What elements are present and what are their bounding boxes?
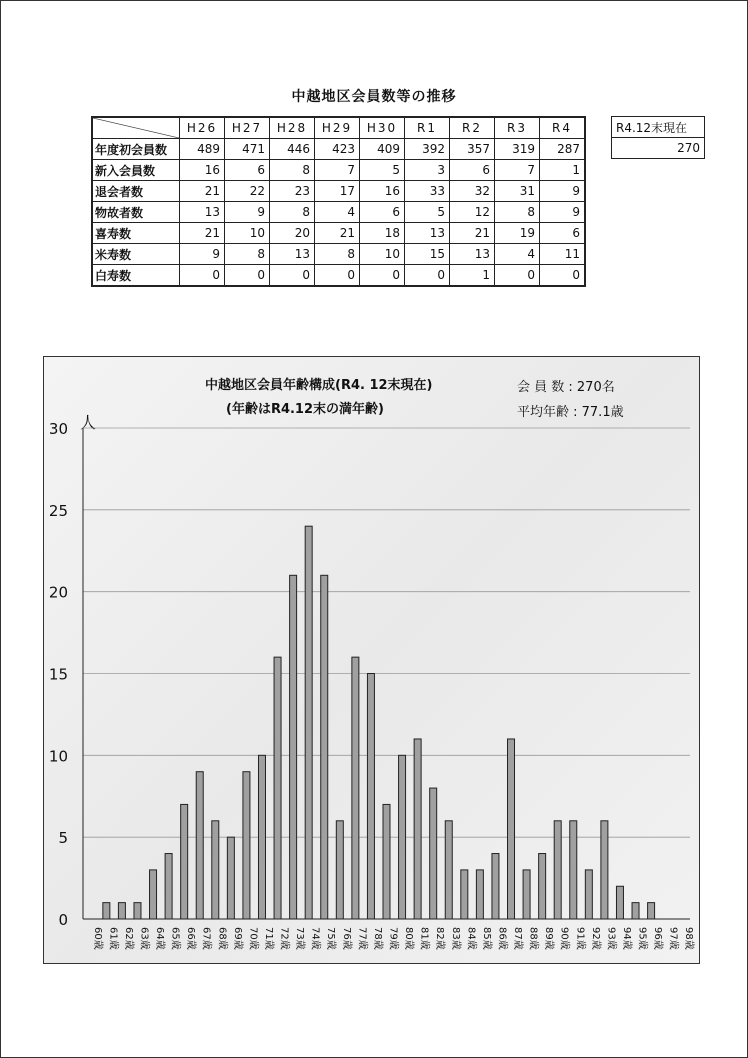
- bar: [523, 870, 530, 919]
- x-tick-label: 85歳: [480, 927, 492, 950]
- header-cell: H29: [315, 117, 360, 139]
- bar: [476, 870, 483, 919]
- table-cell: 392: [405, 139, 450, 160]
- bar: [103, 903, 110, 919]
- x-tick-label: 72歳: [278, 927, 290, 950]
- table-cell: 16: [360, 181, 405, 202]
- y-tick-label: 30: [48, 420, 68, 438]
- table-cell: 21: [180, 181, 225, 202]
- y-tick-label: 25: [48, 501, 68, 520]
- table-cell: 5: [360, 160, 405, 181]
- header-cell: R4: [540, 117, 586, 139]
- x-tick-label: 98歳: [683, 927, 695, 950]
- average-age: 平均年齢 : 77.1歳: [517, 405, 624, 420]
- table-cell: 8: [270, 160, 315, 181]
- x-tick-label: 93歳: [605, 927, 617, 950]
- bar: [616, 886, 623, 919]
- bar: [165, 854, 172, 919]
- table-cell: 7: [315, 160, 360, 181]
- table-cell: 409: [360, 139, 405, 160]
- bar: [336, 821, 343, 919]
- table-cell: 1: [450, 265, 495, 287]
- bar: [585, 870, 592, 919]
- bar: [445, 821, 452, 919]
- table-cell: 4: [315, 202, 360, 223]
- table-cell: 489: [180, 139, 225, 160]
- table-cell: 287: [540, 139, 586, 160]
- table-cell: 10: [360, 244, 405, 265]
- table-cell: 23: [270, 181, 315, 202]
- table-cell: 13: [180, 202, 225, 223]
- bar: [492, 854, 499, 919]
- header-cell: H28: [270, 117, 315, 139]
- x-tick-label: 69歳: [231, 927, 243, 950]
- y-tick-label: 0: [58, 911, 68, 929]
- x-tick-label: 73歳: [294, 927, 306, 950]
- table-cell: 13: [450, 244, 495, 265]
- table-cell: 12: [450, 202, 495, 223]
- bar: [648, 903, 655, 919]
- x-tick-label: 94歳: [620, 927, 632, 950]
- header-cell: H30: [360, 117, 405, 139]
- bar: [352, 657, 359, 919]
- table-cell: 423: [315, 139, 360, 160]
- x-tick-label: 84歳: [465, 927, 477, 950]
- table-cell: 0: [180, 265, 225, 287]
- table-cell: 31: [495, 181, 540, 202]
- x-tick-label: 78歳: [371, 927, 383, 950]
- x-tick-label: 82歳: [434, 927, 446, 950]
- x-tick-label: 79歳: [387, 927, 399, 950]
- bar: [414, 739, 421, 919]
- bar: [539, 854, 546, 919]
- table-cell: 0: [270, 265, 315, 287]
- x-tick-label: 68歳: [216, 927, 228, 950]
- row-label: 退会者数: [92, 181, 180, 202]
- chart-subtitle: (年齢はR4.12末の満年齢): [226, 402, 384, 417]
- table-cell: 16: [180, 160, 225, 181]
- x-tick-label: 74歳: [309, 927, 321, 950]
- row-label: 年度初会員数: [92, 139, 180, 160]
- current-label: R4.12末現在: [612, 117, 705, 138]
- x-tick-label: 87歳: [512, 927, 524, 950]
- bar: [430, 788, 437, 919]
- x-tick-label: 96歳: [652, 927, 664, 950]
- x-tick-label: 71歳: [262, 927, 274, 950]
- x-tick-label: 95歳: [636, 927, 648, 950]
- table-cell: 1: [540, 160, 586, 181]
- x-tick-label: 75歳: [325, 927, 337, 950]
- bar: [321, 575, 328, 919]
- bar: [461, 870, 468, 919]
- chart-title: 中越地区会員年齢構成(R4. 12末現在): [205, 378, 433, 393]
- table-cell: 5: [405, 202, 450, 223]
- x-tick-label: 97歳: [667, 927, 679, 950]
- bar: [274, 657, 281, 919]
- y-axis-label: 人: [80, 413, 97, 432]
- table-cell: 0: [540, 265, 586, 287]
- current-value: 270: [612, 138, 705, 159]
- header-cell: R1: [405, 117, 450, 139]
- x-tick-label: 67歳: [200, 927, 212, 950]
- table-cell: 33: [405, 181, 450, 202]
- header-cell: H27: [225, 117, 270, 139]
- table-cell: 9: [180, 244, 225, 265]
- header-cell: R3: [495, 117, 540, 139]
- bar: [196, 772, 203, 919]
- table-cell: 8: [315, 244, 360, 265]
- bar: [570, 821, 577, 919]
- table-cell: 6: [225, 160, 270, 181]
- table-cell: 21: [315, 223, 360, 244]
- table-cell: 9: [540, 202, 586, 223]
- table-cell: 21: [450, 223, 495, 244]
- bar: [227, 837, 234, 919]
- bar: [118, 903, 125, 919]
- row-label: 物故者数: [92, 202, 180, 223]
- x-tick-label: 64歳: [154, 927, 166, 950]
- table-cell: 0: [315, 265, 360, 287]
- table-cell: 22: [225, 181, 270, 202]
- table-cell: 3: [405, 160, 450, 181]
- table-cell: 9: [225, 202, 270, 223]
- bar: [383, 804, 390, 919]
- table-cell: 8: [495, 202, 540, 223]
- row-label: 新入会員数: [92, 160, 180, 181]
- bar: [601, 821, 608, 919]
- table-cell: 8: [225, 244, 270, 265]
- x-tick-label: 66歳: [185, 927, 197, 950]
- row-label: 白寿数: [92, 265, 180, 287]
- row-label: 米寿数: [92, 244, 180, 265]
- x-tick-label: 83歳: [449, 927, 461, 950]
- table-cell: 0: [225, 265, 270, 287]
- x-tick-label: 80歳: [403, 927, 415, 950]
- bar: [305, 526, 312, 919]
- bar: [399, 755, 406, 919]
- table-cell: 32: [450, 181, 495, 202]
- table-cell: 17: [315, 181, 360, 202]
- x-tick-label: 63歳: [138, 927, 150, 950]
- bar: [290, 575, 297, 919]
- header-cell: R2: [450, 117, 495, 139]
- member-count: 会 員 数 : 270名: [517, 380, 615, 395]
- y-tick-label: 5: [58, 829, 68, 848]
- x-tick-label: 65歳: [169, 927, 181, 950]
- x-tick-label: 77歳: [356, 927, 368, 950]
- x-tick-label: 62歳: [122, 927, 134, 950]
- bar: [134, 903, 141, 919]
- table-cell: 11: [540, 244, 586, 265]
- x-tick-label: 89歳: [543, 927, 555, 950]
- y-tick-label: 20: [48, 583, 68, 602]
- x-tick-label: 86歳: [496, 927, 508, 950]
- bar: [243, 772, 250, 919]
- table-cell: 19: [495, 223, 540, 244]
- table-cell: 4: [495, 244, 540, 265]
- table-cell: 0: [405, 265, 450, 287]
- table-cell: 0: [495, 265, 540, 287]
- bar: [508, 739, 515, 919]
- x-tick-label: 70歳: [247, 927, 259, 950]
- page-title: 中越地区会員数等の推移: [291, 89, 457, 105]
- bar: [258, 755, 265, 919]
- table-cell: 21: [180, 223, 225, 244]
- table-cell: 13: [405, 223, 450, 244]
- y-tick-label: 15: [48, 665, 68, 684]
- table-cell: 9: [540, 181, 586, 202]
- table-cell: 18: [360, 223, 405, 244]
- table-cell: 319: [495, 139, 540, 160]
- header-cell: H26: [180, 117, 225, 139]
- bar: [367, 674, 374, 920]
- table-cell: 15: [405, 244, 450, 265]
- x-tick-label: 61歳: [107, 927, 119, 950]
- table-cell: 0: [360, 265, 405, 287]
- x-tick-label: 88歳: [527, 927, 539, 950]
- table-cell: 471: [225, 139, 270, 160]
- x-tick-label: 76歳: [340, 927, 352, 950]
- bar: [632, 903, 639, 919]
- table-cell: 446: [270, 139, 315, 160]
- table-cell: 20: [270, 223, 315, 244]
- x-tick-label: 92歳: [589, 927, 601, 950]
- bar: [554, 821, 561, 919]
- table-cell: 13: [270, 244, 315, 265]
- table-cell: 6: [540, 223, 586, 244]
- table-cell: 8: [270, 202, 315, 223]
- table-cell: 10: [225, 223, 270, 244]
- table-cell: 6: [450, 160, 495, 181]
- row-label: 喜寿数: [92, 223, 180, 244]
- table-cell: 357: [450, 139, 495, 160]
- x-tick-label: 60歳: [91, 927, 103, 950]
- x-tick-label: 90歳: [558, 927, 570, 950]
- y-tick-label: 10: [48, 747, 68, 766]
- x-tick-label: 91歳: [574, 927, 586, 950]
- table-cell: 6: [360, 202, 405, 223]
- bar: [212, 821, 219, 919]
- table-cell: 7: [495, 160, 540, 181]
- x-tick-label: 81歳: [418, 927, 430, 950]
- bar: [181, 804, 188, 919]
- bar: [150, 870, 157, 919]
